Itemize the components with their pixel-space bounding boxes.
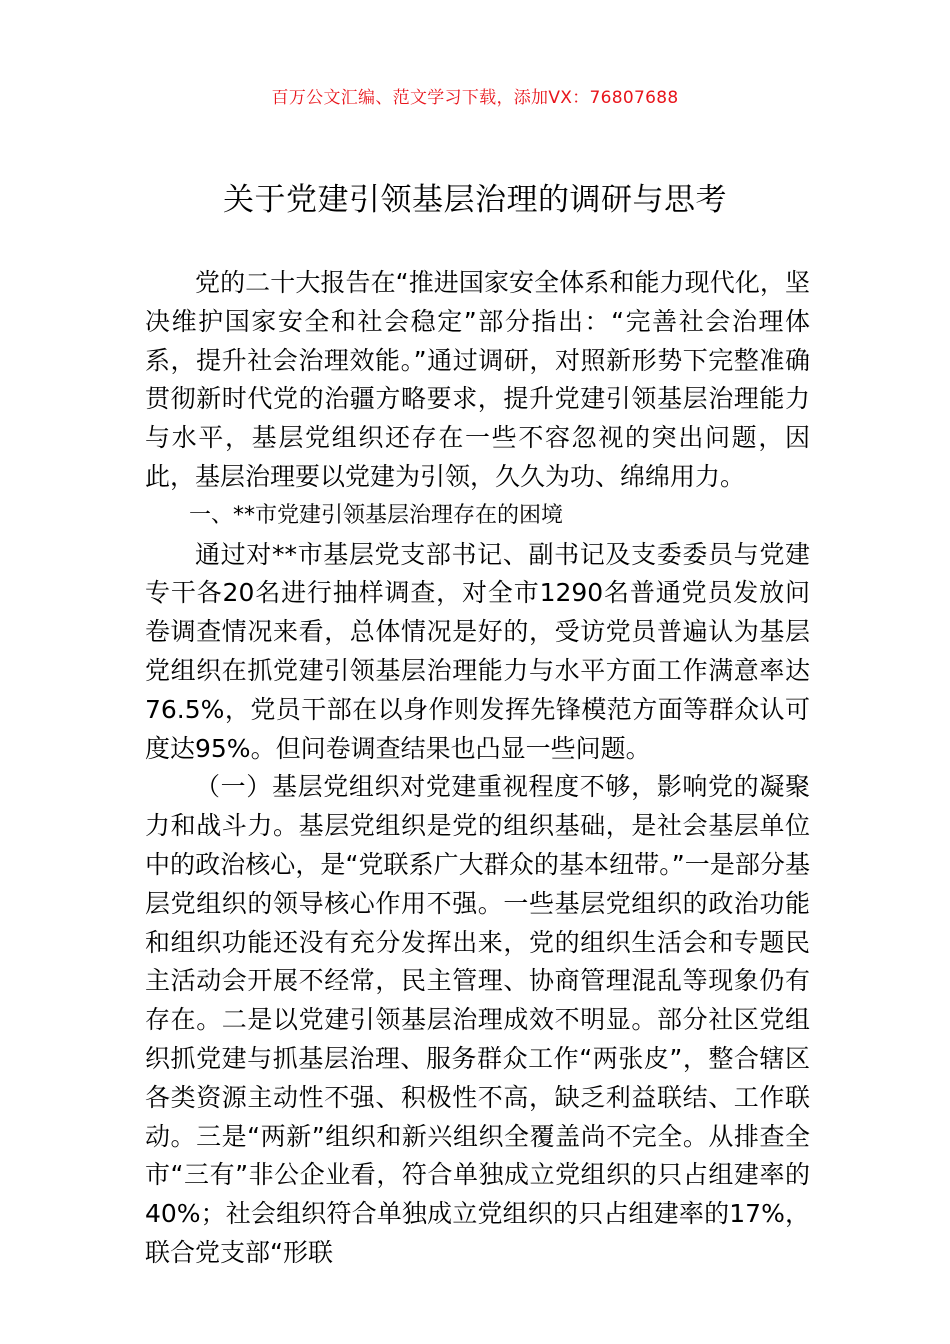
paragraph-problem-1: （一）基层党组织对党建重视程度不够，影响党的凝聚力和战斗力。基层党组织是党的组织基础，是社会基层单位中的政治核心，是“党联系广大群众的基本纽带。”一是部分基层党组织的领导核心作用不强。一些基层党组织的政治功能和组织功能还没有充分发挥出来，党的组织生活会和专题民主活动会开展不经常，民主管理、协商管理混乱等现象仍有存在。二是以党建引领基层治理成效不明显。部分社区党组织抓党建与抓基层治理、服务群众工作“两张皮”，整合辖区各类资源主动性不强、积极性不高，缺乏利益联结、工作联动。三是“两新”组织和新兴组织全覆盖尚不完全。从排查全市“三有”非公企业看，符合单独成立党组织的只占组建率的40%；社会组织符合单独成立党组织的只占组建率的17%，联合党支部“形联	[145, 772, 810, 1267]
section-heading: 一、**市党建引领基层治理存在的困境	[189, 502, 564, 528]
paragraph-survey: 通过对**市基层党支部书记、副书记及支委委员与党建专干各20名进行抽样调查，对全市1290名普通党员发放问卷调查情况来看，总体情况是好的，受访党员普遍认为基层党组织在抓党建引领基层治理能力与水平方面工作满意率达76.5%，党员干部在以身作则发挥先锋模范方面等群众认可度达95%。但问卷调查结果也凸显一些问题。	[145, 539, 810, 763]
document-body	[145, 264, 810, 1273]
header-note: 百万公文汇编、范文学习下载，添加VX：76807688	[271, 88, 679, 108]
paragraph-intro: 党的二十大报告在“推进国家安全体系和能力现代化，坚决维护国家安全和社会稳定”部分指出：“完善社会治理体系，提升社会治理效能。”通过调研，对照新形势下完整准确贯彻新时代党的治疆方略要求，提升党建引领基层治理能力与水平，基层党组织还存在一些不容忽视的突出问题，因此，基层治理要以党建为引领，久久为功、绵绵用力。	[145, 268, 810, 491]
document-title: 关于党建引领基层治理的调研与思考	[223, 182, 727, 218]
